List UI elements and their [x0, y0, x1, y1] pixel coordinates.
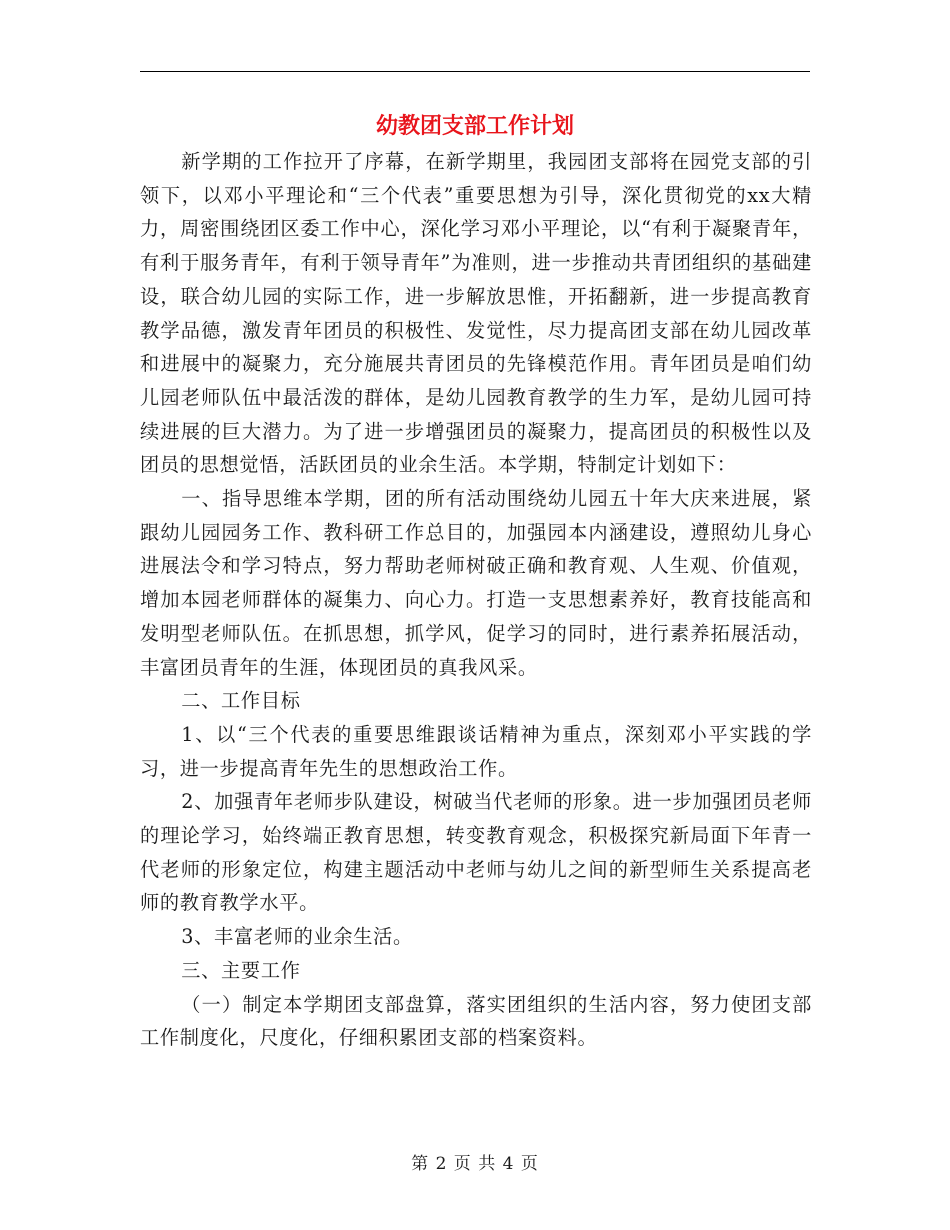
document-title: 幼教团支部工作计划	[375, 113, 574, 139]
page-number-footer: 第 2 页 共 4 页	[411, 1154, 539, 1174]
heading-main-work: 三、主要工作	[181, 958, 301, 982]
heading-work-goals: 二、工作目标	[181, 689, 301, 713]
paragraph-goal-3: 3、丰富老师的业余生活。	[181, 925, 413, 949]
paragraph-guiding-thought: 一、指导思维本学期，团的所有活动围绕幼儿园五十年大庆来进展，紧跟幼儿园园务工作、教科研工作总目的，加强园本内涵建设，遵照幼儿身心进展法令和学习特点，努力帮助老师树破正确和教育观、人生观、价值观，增加本园老师群体的凝集力、向心力。打造一支思想素养好，教育技能高和发明型老师队伍。在抓思想，抓学风，促学习的同时，进行素养拓展活动，丰富团员青年的生涯，体现团员的真我风采。	[140, 487, 812, 679]
paragraph-main-work-1: （一）制定本学期团支部盘算，落实团组织的生活内容，努力使团支部工作制度化，尺度化，仔细积累团支部的档案资料。	[140, 992, 812, 1050]
paragraph-goal-1: 1、以“三个代表的重要思维跟谈话精神为重点，深刻邓小平实践的学习，进一步提高青年先生的思想政治工作。	[140, 722, 812, 780]
paragraph-goal-2: 2、加强青年老师步队建设，树破当代老师的形象。进一步加强团员老师的理论学习，始终端正教育思想，转变教育观念，积极探究新局面下年青一代老师的形象定位，构建主题活动中老师与幼儿之间的新型师生关系提高老师的教育教学水平。	[140, 790, 812, 915]
document-body	[140, 145, 812, 1055]
header-rule	[140, 71, 810, 72]
paragraph-intro: 新学期的工作拉开了序幕，在新学期里，我园团支部将在园党支部的引领下，以邓小平理论和“三个代表”重要思想为引导，深化贯彻党的xx大精力，周密围绕团区委工作中心，深化学习邓小平理论，以“有利于凝聚青年，有利于服务青年，有利于领导青年”为准则，进一步推动共青团组织的基础建设，联合幼儿园的实际工作，进一步解放思惟，开拓翻新，进一步提高教育教学品德，激发青年团员的积极性、发觉性，尽力提高团支部在幼儿园改革和进展中的凝聚力，充分施展共青团员的先锋模范作用。青年团员是咱们幼儿园老师队伍中最活泼的群体，是幼儿园教育教学的生力军，是幼儿园可持续进展的巨大潜力。为了进一步增强团员的凝聚力，提高团员的积极性以及团员的思想觉悟，活跃团员的业余生活。本学期，特制定计划如下：	[140, 150, 812, 477]
